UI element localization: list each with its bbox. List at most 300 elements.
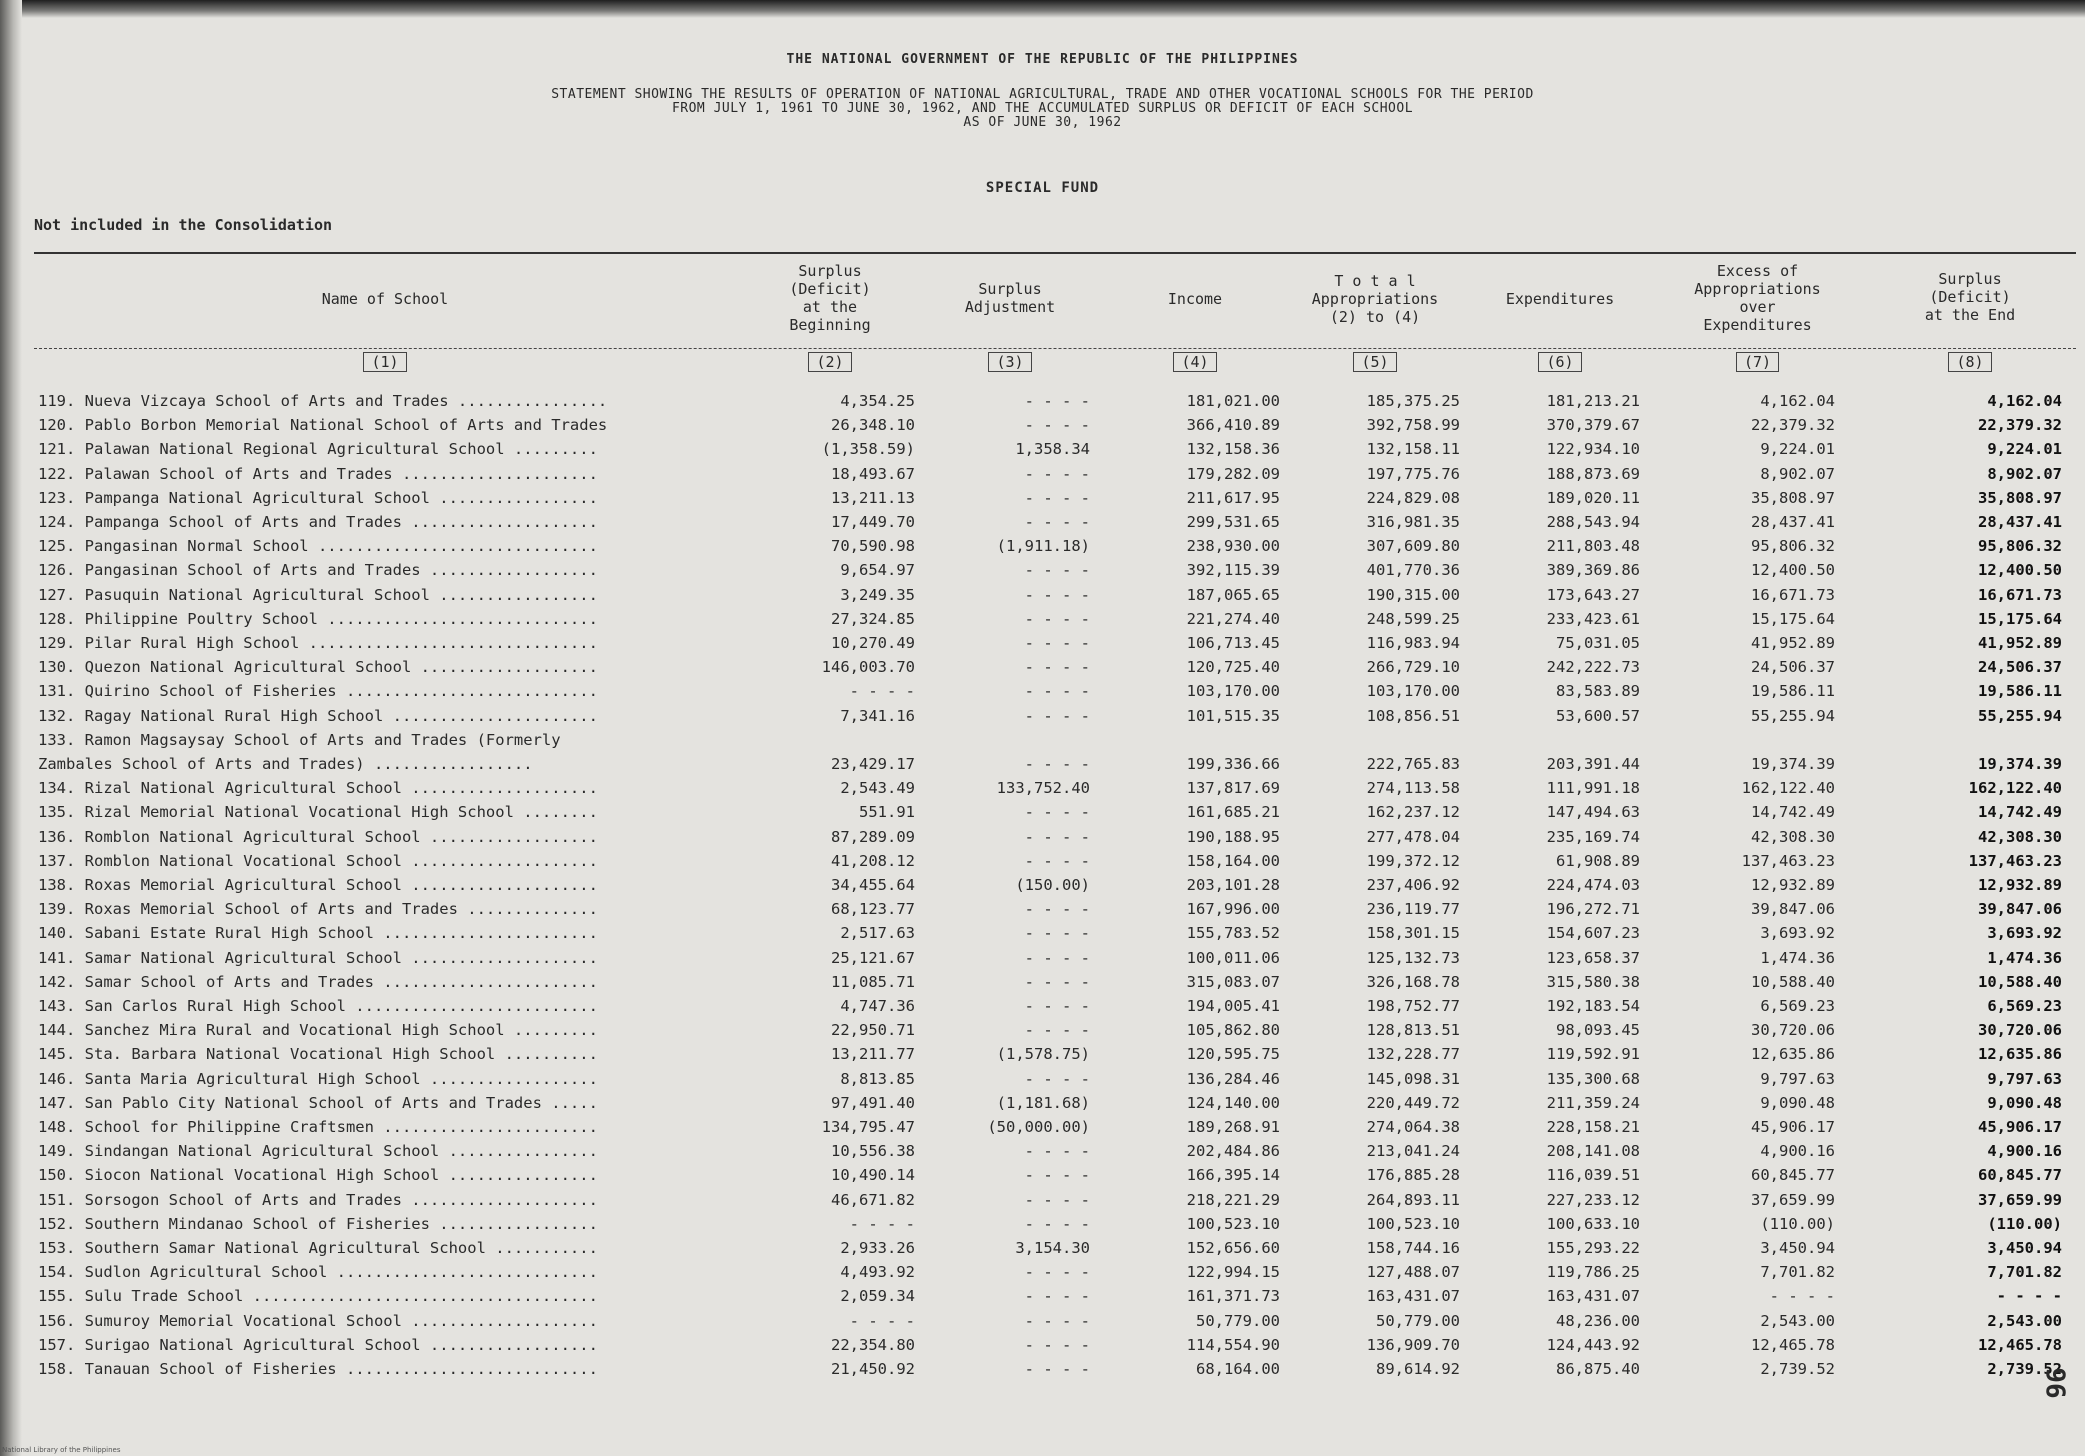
value-cell-c5: 266,729.10 <box>1366 658 1460 677</box>
value-cell-c6: 119,592.91 <box>1546 1045 1640 1064</box>
value-cell-c4: 167,996.00 <box>1186 900 1280 919</box>
value-cell-c3: - - - - <box>1024 706 1090 725</box>
value-cell-c6: 83,583.89 <box>1556 682 1640 701</box>
header-name-of-school: Name of School <box>321 290 449 308</box>
table-row <box>0 1263 2085 1287</box>
table-row <box>0 949 2085 973</box>
value-cell-c7: 39,847.06 <box>1751 900 1835 919</box>
value-cell-c7: 95,806.32 <box>1751 537 1835 556</box>
value-cell-c7: 35,808.97 <box>1751 488 1835 507</box>
value-cell-c2: 34,455.64 <box>831 876 915 894</box>
value-cell-c2: 26,348.10 <box>831 416 915 435</box>
value-cell-c5: 145,098.31 <box>1366 1069 1460 1088</box>
scan-edge-top <box>0 0 2085 18</box>
value-cell-c7: 12,635.86 <box>1751 1045 1835 1064</box>
value-cell-c7: 9,797.63 <box>1760 1069 1835 1088</box>
table-row <box>0 392 2085 416</box>
value-cell-c3: 1,358.34 <box>1015 440 1090 459</box>
table-row <box>0 1021 2085 1045</box>
value-cell-c2: 2,543.49 <box>840 779 915 798</box>
value-cell-c8: 3,693.92 <box>1987 924 2062 943</box>
school-name-cell: 144. Sanchez Mira Rural and Vocational High School ......... <box>38 1021 598 1040</box>
school-name-cell: 122. Palawan School of Arts and Trades ..................... <box>38 464 598 483</box>
value-cell-c2: 70,590.98 <box>831 537 915 556</box>
table-row <box>0 440 2085 464</box>
value-cell-c6: 208,141.08 <box>1546 1142 1640 1161</box>
value-cell-c6: 224,474.03 <box>1546 876 1640 894</box>
table-row <box>0 513 2085 537</box>
table-row <box>0 1239 2085 1263</box>
value-cell-c4: 120,595.75 <box>1186 1045 1280 1064</box>
value-cell-c2: 2,059.34 <box>840 1287 915 1306</box>
value-cell-c2: 134,795.47 <box>821 1118 915 1136</box>
value-cell-c7: 30,720.06 <box>1751 1021 1835 1040</box>
value-cell-c2: 2,933.26 <box>840 1239 915 1257</box>
value-cell-c4: 100,523.10 <box>1186 1214 1280 1233</box>
table-row <box>0 465 2085 489</box>
value-cell-c3: - - - - <box>1024 634 1090 652</box>
table-row <box>0 1045 2085 1069</box>
value-cell-c4: 199,336.66 <box>1186 755 1280 773</box>
value-cell-c2: 22,950.71 <box>831 1021 915 1040</box>
value-cell-c4: 189,268.91 <box>1186 1118 1280 1136</box>
value-cell-c4: 161,685.21 <box>1186 803 1280 822</box>
table-row <box>0 1360 2085 1384</box>
value-cell-c7: 55,255.94 <box>1751 706 1835 725</box>
value-cell-c5: 316,981.35 <box>1366 513 1460 531</box>
value-cell-c2: 46,671.82 <box>831 1190 915 1209</box>
value-cell-c3: - - - - <box>1024 561 1090 580</box>
value-cell-c2: 4,493.92 <box>840 1263 915 1282</box>
table-row <box>0 1094 2085 1118</box>
table-row <box>0 586 2085 610</box>
value-cell-c4: 238,930.00 <box>1186 537 1280 556</box>
value-cell-c8: 42,308.30 <box>1978 827 2062 846</box>
table-row <box>0 924 2085 948</box>
value-cell-c2: 97,491.40 <box>831 1093 915 1112</box>
table-row <box>0 416 2085 440</box>
value-cell-c4: 124,140.00 <box>1186 1093 1280 1112</box>
table-row <box>0 755 2085 779</box>
value-cell-c4: 299,531.65 <box>1186 513 1280 531</box>
value-cell-c7: 4,900.16 <box>1760 1142 1835 1161</box>
value-cell-c8: 6,569.23 <box>1987 997 2062 1015</box>
value-cell-c2: 17,449.70 <box>831 513 915 531</box>
value-cell-c2: (1,358.59) <box>821 440 915 459</box>
value-cell-c8: 30,720.06 <box>1978 1021 2062 1040</box>
value-cell-c8: 19,374.39 <box>1978 755 2062 773</box>
table-row <box>0 561 2085 585</box>
footer-credit: National Library of the Philippines <box>2 1446 121 1454</box>
value-cell-c4: 315,083.07 <box>1186 972 1280 991</box>
value-cell-c3: - - - - <box>1024 1021 1090 1040</box>
value-cell-c7: 16,671.73 <box>1751 585 1835 604</box>
value-cell-c7: 22,379.32 <box>1751 416 1835 435</box>
value-cell-c5: 50,779.00 <box>1376 1311 1460 1330</box>
value-cell-c8: 2,543.00 <box>1987 1311 2062 1330</box>
value-cell-c5: 224,829.08 <box>1366 488 1460 507</box>
value-cell-c3: - - - - <box>1024 1287 1090 1306</box>
value-cell-c2: 87,289.09 <box>831 827 915 846</box>
value-cell-c7: 2,739.52 <box>1760 1360 1835 1378</box>
table-row <box>0 852 2085 876</box>
value-cell-c4: 187,065.65 <box>1186 585 1280 604</box>
value-cell-c6: 181,213.21 <box>1546 392 1640 410</box>
school-name-cell: 140. Sabani Estate Rural High School ....................... <box>38 924 598 943</box>
value-cell-c7: 8,902.07 <box>1760 464 1835 483</box>
value-cell-c8: 1,474.36 <box>1987 948 2062 967</box>
value-cell-c2: 4,747.36 <box>840 997 915 1015</box>
school-name-cell: 119. Nueva Vizcaya School of Arts and Trades ................ <box>38 392 608 410</box>
value-cell-c6: 135,300.68 <box>1546 1069 1640 1088</box>
table-row <box>0 1142 2085 1166</box>
value-cell-c7: - - - - <box>1769 1287 1835 1306</box>
value-cell-c7: 14,742.49 <box>1751 803 1835 822</box>
value-cell-c4: 190,188.95 <box>1186 827 1280 846</box>
value-cell-c6: 100,633.10 <box>1546 1214 1640 1233</box>
value-cell-c7: 19,586.11 <box>1751 682 1835 701</box>
value-cell-c7: 2,543.00 <box>1760 1311 1835 1330</box>
value-cell-c6: 228,158.21 <box>1546 1118 1640 1136</box>
header-rule <box>34 348 2076 349</box>
value-cell-c2: 146,003.70 <box>821 658 915 677</box>
value-cell-c8: 2,739.52 <box>1987 1360 2062 1378</box>
value-cell-c6: 111,991.18 <box>1546 779 1640 798</box>
table-row <box>0 658 2085 682</box>
value-cell-c6: 192,183.54 <box>1546 997 1640 1015</box>
value-cell-c3: - - - - <box>1024 1190 1090 1209</box>
value-cell-c8: 162,122.40 <box>1968 779 2062 798</box>
value-cell-c5: 125,132.73 <box>1366 948 1460 967</box>
value-cell-c6: 242,222.73 <box>1546 658 1640 677</box>
colnum-5: (5) <box>1290 352 1460 372</box>
value-cell-c4: 103,170.00 <box>1186 682 1280 701</box>
table-row <box>0 779 2085 803</box>
value-cell-c7: 4,162.04 <box>1760 392 1835 410</box>
value-cell-c4: 50,779.00 <box>1196 1311 1280 1330</box>
value-cell-c2: 10,270.49 <box>831 634 915 652</box>
school-name-cell: 145. Sta. Barbara National Vocational High School .......... <box>38 1045 598 1064</box>
value-cell-c7: 24,506.37 <box>1751 658 1835 677</box>
value-cell-c5: 158,301.15 <box>1366 924 1460 943</box>
value-cell-c4: 211,617.95 <box>1186 488 1280 507</box>
value-cell-c2: - - - - <box>849 682 915 701</box>
value-cell-c3: - - - - <box>1024 755 1090 773</box>
value-cell-c2: 21,450.92 <box>831 1360 915 1378</box>
value-cell-c5: 103,170.00 <box>1366 682 1460 701</box>
value-cell-c2: 18,493.67 <box>831 464 915 483</box>
value-cell-c3: - - - - <box>1024 513 1090 531</box>
table-row <box>0 1287 2085 1311</box>
value-cell-c7: 19,374.39 <box>1751 755 1835 773</box>
value-cell-c3: - - - - <box>1024 1142 1090 1161</box>
value-cell-c5: 136,909.70 <box>1366 1335 1460 1354</box>
value-cell-c7: 60,845.77 <box>1751 1166 1835 1185</box>
value-cell-c7: 7,701.82 <box>1760 1263 1835 1282</box>
value-cell-c8: 16,671.73 <box>1978 585 2062 604</box>
table-row <box>0 634 2085 658</box>
value-cell-c8: 60,845.77 <box>1978 1166 2062 1185</box>
value-cell-c4: 101,515.35 <box>1186 706 1280 725</box>
value-cell-c5: 326,168.78 <box>1366 972 1460 991</box>
school-name-cell: 155. Sulu Trade School ..................................... <box>38 1287 598 1306</box>
value-cell-c3: - - - - <box>1024 924 1090 943</box>
school-name-cell: 120. Pablo Borbon Memorial National School of Arts and Trades <box>38 416 608 435</box>
value-cell-c6: 227,233.12 <box>1546 1190 1640 1209</box>
value-cell-c6: 116,039.51 <box>1546 1166 1640 1185</box>
value-cell-c6: 53,600.57 <box>1556 706 1640 725</box>
value-cell-c4: 218,221.29 <box>1186 1190 1280 1209</box>
value-cell-c2: 68,123.77 <box>831 900 915 919</box>
value-cell-c3: 133,752.40 <box>996 779 1090 798</box>
table-row <box>0 876 2085 900</box>
value-cell-c8: 4,900.16 <box>1987 1142 2062 1161</box>
value-cell-c6: 233,423.61 <box>1546 609 1640 628</box>
value-cell-c3: - - - - <box>1024 464 1090 483</box>
colnum-4: (4) <box>1110 352 1280 372</box>
value-cell-c8: 14,742.49 <box>1978 803 2062 822</box>
school-name-cell: 154. Sudlon Agricultural School ............................ <box>38 1263 598 1282</box>
table-row <box>0 610 2085 634</box>
value-cell-c6: 119,786.25 <box>1546 1263 1640 1282</box>
value-cell-c5: 248,599.25 <box>1366 609 1460 628</box>
school-name-cell: 128. Philippine Poultry School ............................. <box>38 609 598 628</box>
value-cell-c6: 86,875.40 <box>1556 1360 1640 1378</box>
value-cell-c4: 105,862.80 <box>1186 1021 1280 1040</box>
value-cell-c3: - - - - <box>1024 585 1090 604</box>
school-name-cell: 147. San Pablo City National School of Arts and Trades ..... <box>38 1093 598 1112</box>
value-cell-c5: 392,758.99 <box>1366 416 1460 435</box>
value-cell-c6: 163,431.07 <box>1546 1287 1640 1306</box>
value-cell-c7: 42,308.30 <box>1751 827 1835 846</box>
value-cell-c7: 45,906.17 <box>1751 1118 1835 1136</box>
school-name-cell: 137. Romblon National Vocational School .................... <box>38 851 598 870</box>
school-name-cell: 149. Sindangan National Agricultural School ................ <box>38 1142 598 1161</box>
school-name-cell: 141. Samar National Agricultural School .................... <box>38 948 598 967</box>
value-cell-c4: 221,274.40 <box>1186 609 1280 628</box>
school-name-cell: 135. Rizal Memorial National Vocational High School ........ <box>38 803 598 822</box>
school-name-cell: 129. Pilar Rural High School ............................... <box>38 634 598 652</box>
colnum-7: (7) <box>1665 352 1850 372</box>
value-cell-c7: 162,122.40 <box>1741 779 1835 798</box>
value-cell-c8: 9,224.01 <box>1987 440 2062 459</box>
value-cell-c8: 9,797.63 <box>1987 1069 2062 1088</box>
table-row <box>0 997 2085 1021</box>
value-cell-c8: 22,379.32 <box>1978 416 2062 435</box>
school-name-cell: Zambales School of Arts and Trades) ................. <box>38 755 533 773</box>
value-cell-c2: - - - - <box>849 1311 915 1330</box>
school-name-cell: 138. Roxas Memorial Agricultural School .................... <box>38 876 598 894</box>
school-name-cell: 152. Southern Mindanao School of Fisheries ................. <box>38 1214 598 1233</box>
value-cell-c2: 7,341.16 <box>840 706 915 725</box>
value-cell-c2: 10,490.14 <box>831 1166 915 1185</box>
value-cell-c8: 4,162.04 <box>1987 392 2062 410</box>
table-row <box>0 900 2085 924</box>
table-row <box>0 1191 2085 1215</box>
value-cell-c3: (1,181.68) <box>996 1093 1090 1112</box>
value-cell-c8: 24,506.37 <box>1978 658 2062 677</box>
school-name-cell: 148. School for Philippine Craftsmen ....................... <box>38 1118 598 1136</box>
value-cell-c7: (110.00) <box>1760 1214 1835 1233</box>
value-cell-c7: 137,463.23 <box>1741 851 1835 870</box>
table-row <box>0 1166 2085 1190</box>
value-cell-c8: 9,090.48 <box>1987 1093 2062 1112</box>
value-cell-c3: - - - - <box>1024 1311 1090 1330</box>
value-cell-c2: 11,085.71 <box>831 972 915 991</box>
value-cell-c4: 137,817.69 <box>1186 779 1280 798</box>
value-cell-c4: 114,554.90 <box>1186 1335 1280 1354</box>
value-cell-c5: 237,406.92 <box>1366 876 1460 894</box>
value-cell-c6: 75,031.05 <box>1556 634 1640 652</box>
value-cell-c3: - - - - <box>1024 1166 1090 1185</box>
school-name-cell: 125. Pangasinan Normal School .............................. <box>38 537 598 556</box>
value-cell-c5: 222,765.83 <box>1366 755 1460 773</box>
fund-title: SPECIAL FUND <box>985 180 1100 196</box>
school-name-cell: 126. Pangasinan School of Arts and Trades .................. <box>38 561 598 580</box>
value-cell-c7: 3,693.92 <box>1760 924 1835 943</box>
statement-line-2: FROM JULY 1, 1961 TO JUNE 30, 1962, AND THE ACCUMULATED SURPLUS OR DEFICIT OF EACH SCHOOL <box>671 101 1414 116</box>
value-cell-c3: - - - - <box>1024 392 1090 410</box>
value-cell-c6: 61,908.89 <box>1556 851 1640 870</box>
value-cell-c5: 274,064.38 <box>1366 1118 1460 1136</box>
value-cell-c4: 161,371.73 <box>1186 1287 1280 1306</box>
value-cell-c8: 55,255.94 <box>1978 706 2062 725</box>
table-row <box>0 489 2085 513</box>
government-title: THE NATIONAL GOVERNMENT OF THE REPUBLIC OF THE PHILIPPINES <box>786 52 1299 67</box>
value-cell-c4: 155,783.52 <box>1186 924 1280 943</box>
school-name-cell: 124. Pampanga School of Arts and Trades .................... <box>38 513 598 531</box>
table-row <box>0 731 2085 755</box>
value-cell-c6: 389,369.86 <box>1546 561 1640 580</box>
value-cell-c3: - - - - <box>1024 1214 1090 1233</box>
value-cell-c4: 120,725.40 <box>1186 658 1280 677</box>
table-row <box>0 973 2085 997</box>
value-cell-c7: 1,474.36 <box>1760 948 1835 967</box>
value-cell-c3: - - - - <box>1024 658 1090 677</box>
statement-line-1: STATEMENT SHOWING THE RESULTS OF OPERATION OF NATIONAL AGRICULTURAL, TRADE AND OTHER VOCATIONAL SCHOOLS FOR THE PERIOD <box>551 87 1534 102</box>
table-row <box>0 707 2085 731</box>
school-name-cell: 158. Tanauan School of Fisheries ........................... <box>38 1360 598 1378</box>
table-row <box>0 537 2085 561</box>
header-surplus-adjustment: Surplus Adjustment <box>964 280 1056 316</box>
value-cell-c8: 12,932.89 <box>1978 876 2062 894</box>
value-cell-c4: 136,284.46 <box>1186 1069 1280 1088</box>
header-expenditures: Expenditures <box>1505 290 1615 308</box>
value-cell-c8: 137,463.23 <box>1968 851 2062 870</box>
value-cell-c6: 235,169.74 <box>1546 827 1640 846</box>
school-name-cell: 127. Pasuquin National Agricultural School ................. <box>38 585 598 604</box>
value-cell-c3: (50,000.00) <box>987 1118 1090 1136</box>
value-cell-c7: 12,400.50 <box>1751 561 1835 580</box>
value-cell-c3: (1,911.18) <box>996 537 1090 556</box>
table-row <box>0 1336 2085 1360</box>
value-cell-c2: - - - - <box>849 1214 915 1233</box>
value-cell-c4: 158,164.00 <box>1186 851 1280 870</box>
school-name-cell: 132. Ragay National Rural High School ...................... <box>38 706 598 725</box>
header-surplus-end: Surplus (Deficit) at the End <box>1924 270 2016 324</box>
value-cell-c8: 39,847.06 <box>1978 900 2062 919</box>
value-cell-c5: 236,119.77 <box>1366 900 1460 919</box>
value-cell-c8: 41,952.89 <box>1978 634 2062 652</box>
value-cell-c2: 9,654.97 <box>840 561 915 580</box>
value-cell-c5: 127,488.07 <box>1366 1263 1460 1282</box>
value-cell-c4: 100,011.06 <box>1186 948 1280 967</box>
value-cell-c6: 173,643.27 <box>1546 585 1640 604</box>
school-name-cell: 150. Siocon National Vocational High School ................ <box>38 1166 598 1185</box>
value-cell-c6: 370,379.67 <box>1546 416 1640 435</box>
value-cell-c7: 10,588.40 <box>1751 972 1835 991</box>
table-row <box>0 1312 2085 1336</box>
value-cell-c4: 132,158.36 <box>1186 440 1280 459</box>
value-cell-c6: 48,236.00 <box>1556 1311 1640 1330</box>
colnum-3: (3) <box>930 352 1090 372</box>
value-cell-c3: - - - - <box>1024 851 1090 870</box>
school-name-cell: 130. Quezon National Agricultural School ................... <box>38 658 598 677</box>
value-cell-c8: 12,400.50 <box>1978 561 2062 580</box>
value-cell-c5: 220,449.72 <box>1366 1093 1460 1112</box>
value-cell-c5: 132,228.77 <box>1366 1045 1460 1064</box>
school-name-cell: 153. Southern Samar National Agricultural School ........... <box>38 1239 598 1257</box>
value-cell-c8: 7,701.82 <box>1987 1263 2062 1282</box>
value-cell-c8: 3,450.94 <box>1987 1239 2062 1257</box>
value-cell-c6: 288,543.94 <box>1546 513 1640 531</box>
value-cell-c5: 128,813.51 <box>1366 1021 1460 1040</box>
value-cell-c7: 15,175.64 <box>1751 609 1835 628</box>
value-cell-c8: 19,586.11 <box>1978 682 2062 701</box>
value-cell-c3: - - - - <box>1024 1335 1090 1354</box>
value-cell-c7: 9,090.48 <box>1760 1093 1835 1112</box>
value-cell-c6: 211,359.24 <box>1546 1093 1640 1112</box>
value-cell-c5: 277,478.04 <box>1366 827 1460 846</box>
value-cell-c8: 35,808.97 <box>1978 488 2062 507</box>
value-cell-c6: 123,658.37 <box>1546 948 1640 967</box>
value-cell-c6: 196,272.71 <box>1546 900 1640 919</box>
value-cell-c6: 315,580.38 <box>1546 972 1640 991</box>
colnum-6: (6) <box>1480 352 1640 372</box>
value-cell-c2: 22,354.80 <box>831 1335 915 1354</box>
school-name-cell: 157. Surigao National Agricultural School .................. <box>38 1335 598 1354</box>
value-cell-c2: 13,211.13 <box>831 488 915 507</box>
value-cell-c2: 13,211.77 <box>831 1045 915 1064</box>
value-cell-c3: - - - - <box>1024 972 1090 991</box>
school-name-cell: 142. Samar School of Arts and Trades ....................... <box>38 972 598 991</box>
table-row <box>0 828 2085 852</box>
value-cell-c7: 41,952.89 <box>1751 634 1835 652</box>
table-row <box>0 1118 2085 1142</box>
value-cell-c3: - - - - <box>1024 803 1090 822</box>
value-cell-c5: 213,041.24 <box>1366 1142 1460 1161</box>
value-cell-c8: 28,437.41 <box>1978 513 2062 531</box>
value-cell-c7: 3,450.94 <box>1760 1239 1835 1257</box>
table-row <box>0 803 2085 827</box>
value-cell-c5: 162,237.12 <box>1366 803 1460 822</box>
value-cell-c2: 25,121.67 <box>831 948 915 967</box>
value-cell-c6: 188,873.69 <box>1546 464 1640 483</box>
value-cell-c7: 12,465.78 <box>1751 1335 1835 1354</box>
value-cell-c5: 176,885.28 <box>1366 1166 1460 1185</box>
value-cell-c5: 132,158.11 <box>1366 440 1460 459</box>
value-cell-c4: 152,656.60 <box>1186 1239 1280 1257</box>
school-name-cell: 131. Quirino School of Fisheries ........................... <box>38 682 598 701</box>
value-cell-c5: 89,614.92 <box>1376 1360 1460 1378</box>
value-cell-c3: (150.00) <box>1015 876 1090 894</box>
value-cell-c7: 12,932.89 <box>1751 876 1835 894</box>
school-name-cell: 136. Romblon National Agricultural School .................. <box>38 827 598 846</box>
value-cell-c3: - - - - <box>1024 488 1090 507</box>
school-name-cell: 151. Sorsogon School of Arts and Trades .................... <box>38 1190 598 1209</box>
value-cell-c5: 198,752.77 <box>1366 997 1460 1015</box>
consolidation-note: Not included in the Consolidation <box>34 216 333 234</box>
